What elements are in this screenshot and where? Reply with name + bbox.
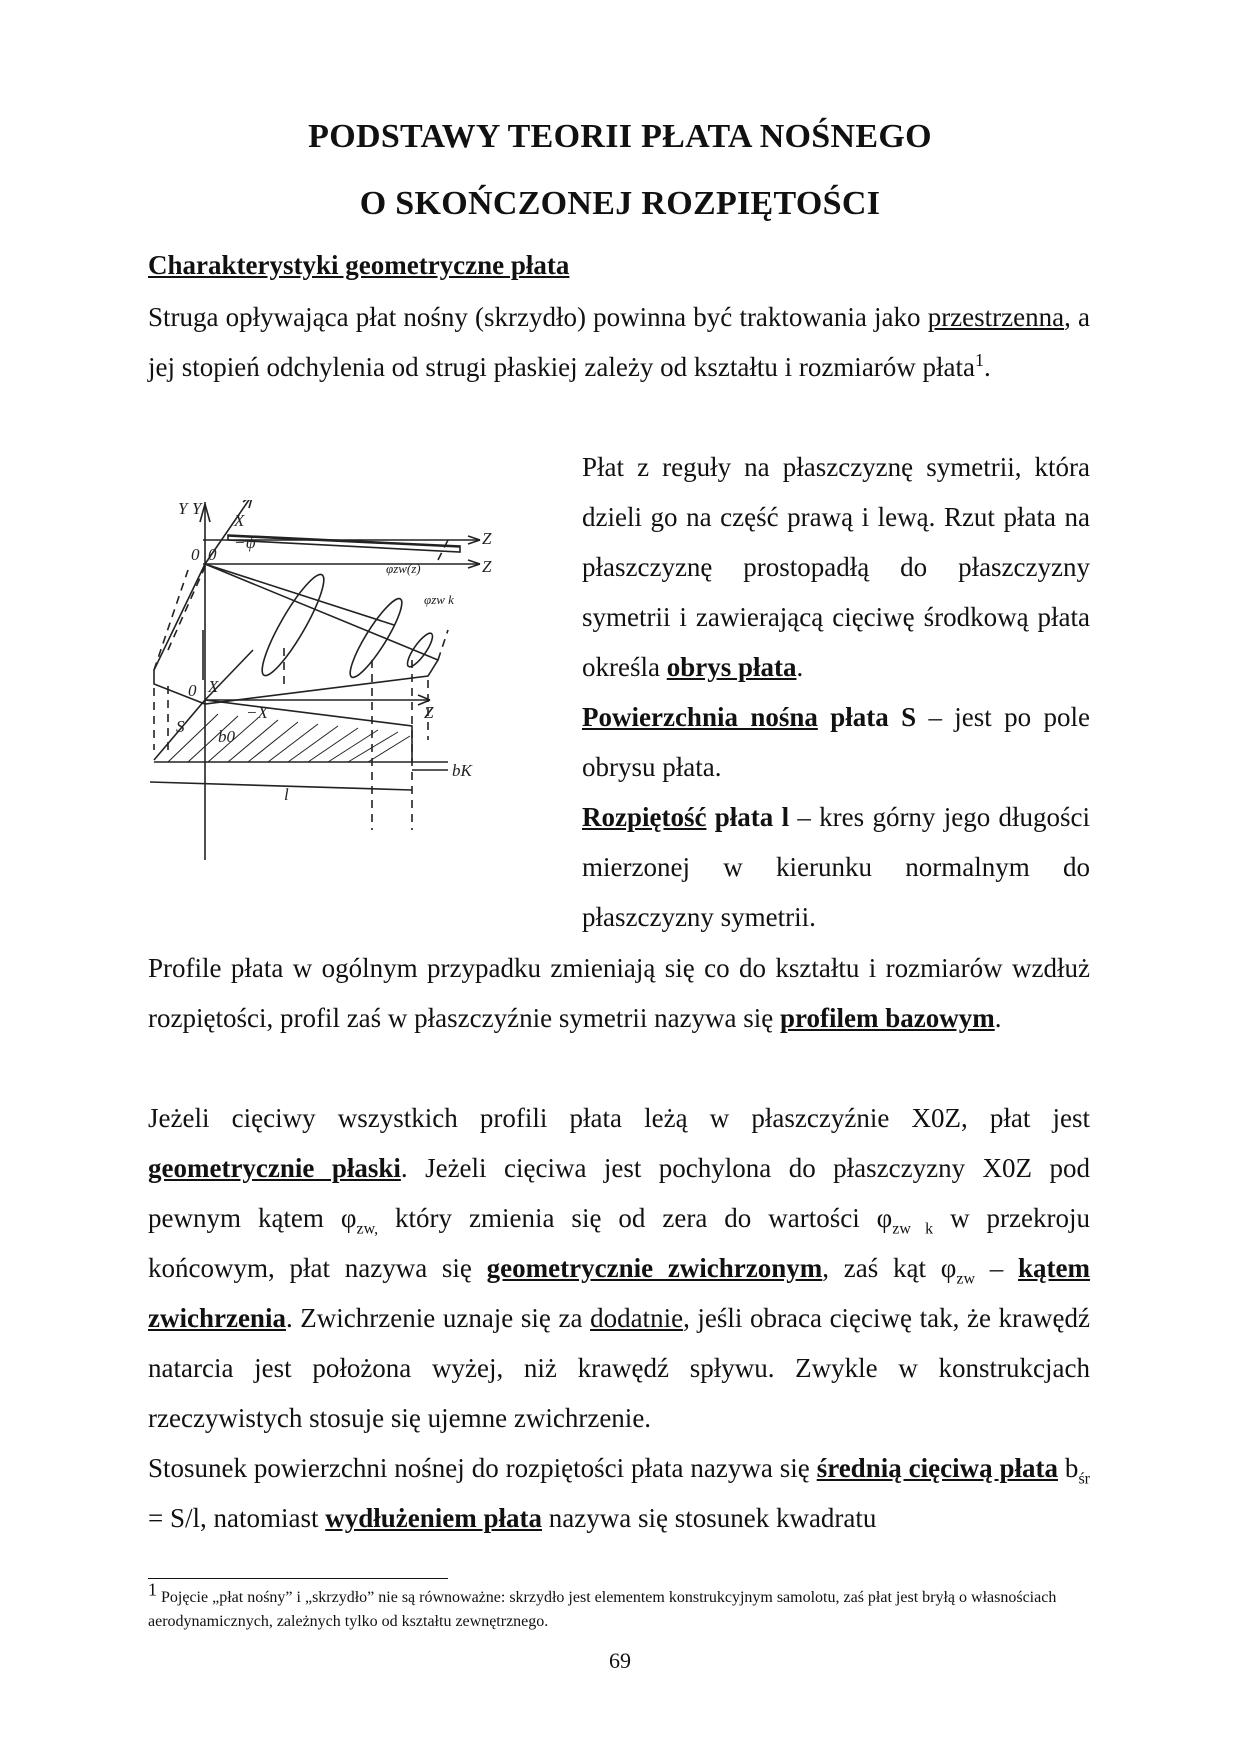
label-o: 0 [191,545,200,564]
term-srednia-cieciwa: średnią cięciwą płata [816,1453,1059,1483]
term-rozpietosc: Rozpiętość [582,802,707,832]
footnote-ref: 1 [975,350,985,370]
title-line-1: PODSTAWY TEORII PŁATA NOŚNEGO [308,118,932,155]
label-y1: Y [192,500,202,518]
para-span-text-b: płata l [706,802,790,832]
para4-text-d: w przekroju końcowym, płat nazywa się [148,1203,1091,1283]
para5-text-b: b [1058,1453,1079,1483]
para4-text-g: . Zwichrzenie uznaje się za [285,1303,591,1333]
term-kat-zwichrzenia: kątem zwichrzenia [148,1253,1091,1333]
para-area-text-b: płata S [817,702,917,732]
para3-text-b: . [994,1003,1002,1033]
paragraph-intro [148,292,1090,392]
footnote [148,1579,1090,1634]
para5-text-d: nazywa się stosunek kwadratu [542,1503,877,1533]
para1-text-c: . [984,352,991,382]
label-phi-z: φzw(z) [386,561,421,576]
paragraph-area [582,692,1090,792]
para-area-text-c: – jest po pole obrysu płata. [582,702,1090,782]
label-z: Z [482,529,492,548]
label-x2: X [208,677,219,696]
term-przestrzenna: przestrzenna [927,302,1065,332]
label-x3: −X [246,703,268,722]
page-number: 69 [609,1648,631,1673]
label-b0: b0 [218,727,235,746]
label-z1: Z [482,557,492,576]
label-o1: 0 [208,545,217,564]
paragraph-profiles [148,943,1090,1043]
paragraph-twist [148,1093,1090,1443]
label-s: S [176,717,185,736]
footnote-separator [148,1578,448,1579]
mid-profile [343,594,409,683]
para4-text-h: , jeśli obraca cięciwę tak, że krawędź natarcia jest położona wyżej, niż krawędź spływu. Zwykle w konstrukcjach rzeczywistych stosuje się ujemne zwichrzenie. [148,1303,1090,1433]
right-column-text [582,442,1090,942]
root-profile [254,569,333,681]
wing-planform-lower [154,700,412,762]
term-dodatnie: dodatnie [590,1303,684,1333]
term-profil-bazowy: profilem bazowym [780,1003,995,1033]
label-x: X [234,511,245,530]
sub-zw-2: zw [956,1270,976,1288]
para4-text-e: , zaś kąt φ [822,1253,957,1283]
footnote-number: 1 [148,1579,157,1600]
para4-text-f: – [975,1253,1019,1283]
para4-text-b: . Jeżeli cięciwa jest pochylona do płaszczyzny X0Z pod pewnym kątem φ [148,1153,1090,1233]
para3-text-a: Profile płata w ogólnym przypadku zmieniają się co do kształtu i rozmiarów wzdłuż rozpiętości, profil zaś w płaszczyźnie symetrii nazywa się [148,953,1090,1033]
para4-text-a: Jeżeli cięciwy wszystkich profili płata leżą w płaszczyźnie X0Z, płat jest [148,1103,1090,1133]
para1-text-a: Struga opływająca płat nośny (skrzydło) powinna być traktowania jako [148,302,928,332]
para5-text-c: = S/l, natomiast [148,1503,326,1533]
para2-text-a: Płat z reguły na płaszczyznę symetrii, która dzieli go na część prawą i lewą. Rzut płata na płaszczyznę prostopadłą do płaszczyzny symetrii i zawierającą cięciwę środkową płata określa [582,452,1090,682]
term-wydluzenie: wydłużeniem płata [325,1503,542,1533]
section-heading: Charakterystyki geometryczne płata [148,250,570,280]
para5-text-a: Stosunek powierzchni nośnej do rozpiętości płata nazywa się [148,1453,817,1483]
label-psi: −ψ [234,533,257,552]
paragraph-planform [582,442,1090,692]
para4-text-c: który zmienia się od zera do wartości φ [378,1203,893,1233]
label-bk: bK [452,761,472,780]
label-phi-k: φzw k [424,592,454,607]
title-line-2: O SKOŃCZONEJ ROZPIĘTOŚCI [359,185,881,222]
term-geometrycznie-plaski: geometrycznie płaski [148,1153,401,1183]
term-powierzchnia-nosna: Powierzchnia nośna [582,702,818,732]
sub-sr: śr [1078,1470,1090,1488]
paragraph-chord [148,1443,1090,1543]
label-y: Y [178,500,188,518]
term-obrys-plata: obrys płata [666,652,797,682]
para1-text-b: , a jej stopień odchylenia od strugi płaskiej zależy od kształtu i rozmiarów płata [148,302,1090,382]
tip-profile [404,630,437,670]
label-o2: 0 [188,681,197,700]
sub-zw: zw, [356,1220,379,1238]
term-geometrycznie-zwichrzony: geometrycznie zwichrzonym [486,1253,823,1283]
para2-text-b: . [796,652,804,682]
paragraph-span [582,792,1090,942]
sub-zwk: zw k [892,1220,934,1238]
footnote-text: Pojęcie „płat nośny” i „skrzydło” nie są równoważne: skrzydło jest elementem konstrukcyjnym samolotu, zaś płat jest bryłą o własnościach aerodynamicznych, zależnych tylko od kształtu zewnętrznego. [148,1589,1057,1630]
label-z2: Z [424,703,434,722]
para-span-text-c: – kres górny jego długości mierzonej w kierunku normalnym do płaszczyzny symetrii. [582,802,1091,932]
wing-geometry-diagram [148,500,548,870]
label-l: l [284,785,289,804]
